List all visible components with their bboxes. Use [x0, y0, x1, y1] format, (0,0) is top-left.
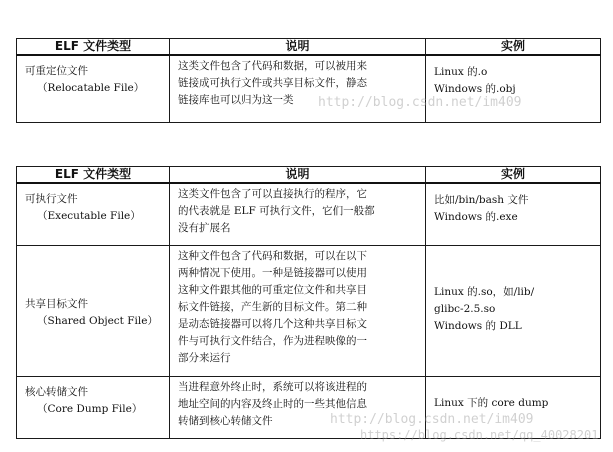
desc-line: 地址空间的内容及终止时的一些其他信息 [178, 397, 367, 410]
description-cell [170, 55, 426, 122]
watermark-text: https://blog.csdn.net/qq_40028201 [360, 428, 599, 442]
description-cell [170, 376, 426, 438]
desc-line: 没有扩展名 [178, 222, 231, 234]
type-name-en: （Shared Object File） [37, 314, 158, 327]
example-cell [426, 183, 601, 245]
example-cell [426, 55, 601, 122]
table-row-executable [17, 183, 601, 245]
desc-line: 这种文件包含了代码和数据，可以在以下 [178, 249, 367, 262]
type-cell [17, 245, 170, 376]
example-line: Linux 的.so，如/lib/ [434, 285, 535, 298]
example-line: glibc-2.5.so [434, 302, 496, 315]
description-cell [170, 183, 426, 245]
desc-line: 两种情况下使用。一种是链接器可以使用 [178, 266, 367, 279]
table-row-core-dump [17, 376, 601, 438]
elf-type-table-1 [16, 38, 601, 123]
type-name-en: （Executable File） [37, 210, 141, 222]
example-line: Windows 的.exe [434, 211, 518, 223]
desc-line: 当进程意外终止时，系统可以将该进程的 [178, 380, 367, 393]
header-description: 说明 [170, 39, 426, 56]
example-cell [426, 245, 601, 376]
desc-line: 是动态链接器可以将几个这种共享目标文 [178, 317, 367, 330]
example-line: Windows 的.obj [434, 83, 516, 95]
desc-line: 这种文件跟其他的可重定位文件和共享目 [178, 283, 367, 296]
example-line: Linux 的.o [434, 66, 488, 78]
table-row-shared-object [17, 245, 601, 376]
header-example: 实例 [426, 167, 601, 184]
header-example: 实例 [426, 39, 601, 56]
example-cell [426, 376, 601, 438]
desc-line: 链接成可执行文件或共享目标文件，静态 [178, 77, 367, 89]
watermark-text: http://blog.csdn.net/im409 [318, 95, 522, 110]
example-line: 比如/bin/bash 文件 [434, 194, 529, 206]
type-name-en: （Core Dump File） [37, 402, 143, 415]
table-header-row [17, 39, 601, 56]
type-name-zh: 共享目标文件 [25, 297, 88, 310]
description-cell [170, 245, 426, 376]
table-header-row [17, 167, 601, 184]
header-elf-type: ELF 文件类型 [17, 39, 170, 56]
desc-line: 这类文件包含了可以直接执行的程序，它 [178, 188, 367, 200]
desc-line: 件与可执行文件结合，作为进程映像的一 [178, 334, 367, 347]
desc-line: 部分来运行 [178, 351, 231, 364]
desc-line: 这类文件包含了代码和数据，可以被用来 [178, 60, 367, 72]
type-name-zh: 核心转储文件 [25, 385, 88, 398]
desc-line: 标文件链接，产生新的目标文件。第二种 [178, 300, 367, 313]
example-line: Windows 的 DLL [434, 319, 522, 332]
desc-line: 链接库也可以归为这一类 [178, 94, 294, 106]
desc-line: 的代表就是 ELF 可执行文件，它们一般都 [178, 205, 375, 217]
type-cell [17, 376, 170, 438]
example-line: Linux 下的 core dump [434, 396, 549, 409]
header-elf-type: ELF 文件类型 [17, 167, 170, 184]
desc-line: 转储到核心转储文件 [178, 414, 273, 427]
type-cell [17, 55, 170, 122]
header-description: 说明 [170, 167, 426, 184]
type-name-en: （Relocatable File） [37, 82, 145, 94]
elf-type-table-2 [16, 166, 601, 439]
type-cell [17, 183, 170, 245]
type-name-zh: 可重定位文件 [25, 65, 88, 77]
type-name-zh: 可执行文件 [25, 193, 78, 205]
watermark-text: http://blog.csdn.net/im409 [330, 412, 534, 427]
table-row-relocatable [17, 55, 601, 122]
